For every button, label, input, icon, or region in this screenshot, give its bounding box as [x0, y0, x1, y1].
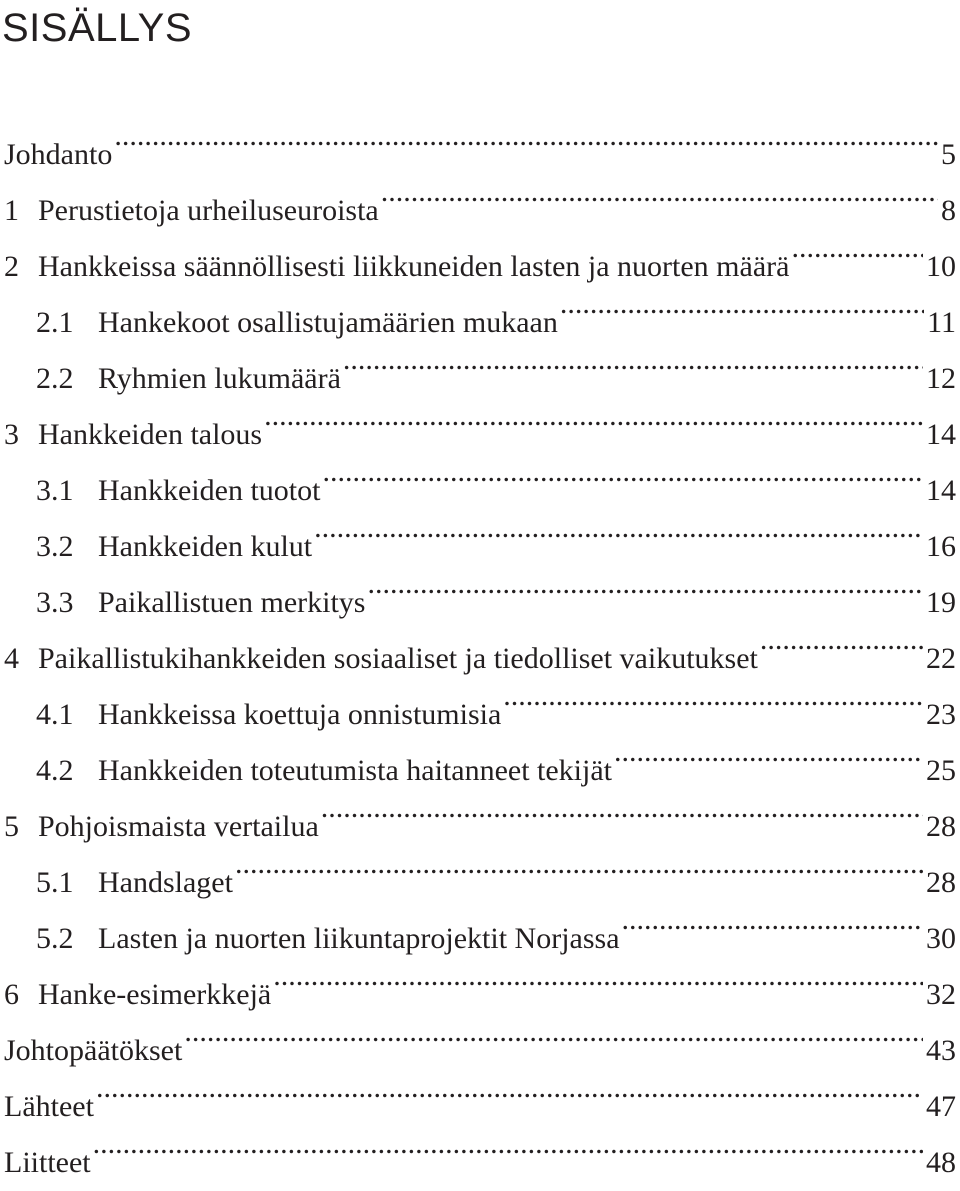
- toc-entry-page-number: 32: [926, 978, 956, 1011]
- dot-leader: [273, 948, 923, 1004]
- toc-entry-title: Hanke-esimerkkejä: [38, 978, 272, 1011]
- toc-entry-number: 4: [4, 642, 19, 675]
- dot-leader: [322, 444, 923, 500]
- toc-entry-title: Perustietoja urheiluseuroista: [38, 194, 379, 227]
- toc-entry-title: Hankkeiden tuotot: [98, 474, 321, 507]
- toc-entry-number: 3.2: [36, 530, 74, 563]
- dot-leader: [93, 1116, 923, 1172]
- toc-entry-number: 5: [4, 810, 19, 843]
- dot-leader: [381, 164, 938, 220]
- toc-entry-page-number: 25: [926, 754, 956, 787]
- dot-leader: [614, 724, 923, 780]
- dot-leader: [314, 500, 923, 556]
- dot-leader: [264, 388, 923, 444]
- toc-entry-title: Hankkeiden talous: [38, 418, 263, 451]
- dot-leader: [321, 780, 923, 836]
- toc-entry-title: Paikallistuen merkitys: [98, 586, 366, 619]
- toc-entry-title: Johtopäätökset: [4, 1034, 183, 1067]
- table-of-contents: [4, 108, 956, 1179]
- toc-entry-number: 2.2: [36, 362, 74, 395]
- toc-entry-title: Handslaget: [98, 866, 233, 899]
- toc-entry-title: Hankkeissa säännöllisesti liikkuneiden lasten ja nuorten määrä: [38, 250, 790, 283]
- toc-entry-title: Ryhmien lukumäärä: [98, 362, 341, 395]
- toc-entry-number: 3.3: [36, 586, 74, 619]
- toc-entry-page-number: 16: [926, 530, 956, 563]
- toc-entry-title: Hankkeiden toteutumista haitanneet tekijät: [98, 754, 612, 787]
- toc-entry-number: 1: [4, 194, 19, 227]
- toc-entry-page-number: 28: [926, 866, 956, 899]
- toc-entry-number: 2.1: [36, 306, 74, 339]
- toc-entry-page-number: 14: [926, 474, 956, 507]
- toc-entry-number: 6: [4, 978, 19, 1011]
- page-title: SISÄLLYS: [2, 6, 193, 50]
- toc-entry-title: Hankkeissa koettuja onnistumisia: [98, 698, 502, 731]
- dot-leader: [114, 108, 938, 164]
- toc-entry-page-number: 22: [926, 642, 956, 675]
- dot-leader: [622, 892, 923, 948]
- toc-entry-page-number: 12: [926, 362, 956, 395]
- dot-leader: [343, 332, 923, 388]
- toc-entry-page-number: 28: [926, 810, 956, 843]
- toc-entry-number: 3.1: [36, 474, 74, 507]
- toc-entry-number: 4.2: [36, 754, 74, 787]
- dot-leader: [760, 612, 923, 668]
- toc-entry-title: Johdanto: [4, 138, 113, 171]
- toc-entry-number: 5.2: [36, 922, 74, 955]
- toc-entry-page-number: 10: [926, 250, 956, 283]
- toc-entry-page-number: 8: [941, 194, 956, 227]
- toc-entry-page-number: 47: [926, 1090, 956, 1123]
- dot-leader: [791, 220, 923, 276]
- toc-entry-title: Liitteet: [4, 1146, 91, 1179]
- toc-entry-page-number: 30: [926, 922, 956, 955]
- toc-entry-title: Paikallistukihankkeiden sosiaaliset ja tiedolliset vaikutukset: [38, 642, 758, 675]
- toc-entry-number: 2: [4, 250, 19, 283]
- toc-entry[interactable]: [4, 164, 956, 227]
- toc-entry-page-number: 43: [926, 1034, 956, 1067]
- dot-leader: [367, 556, 923, 612]
- toc-entry-page-number: 23: [926, 698, 956, 731]
- toc-entry-number: 4.1: [36, 698, 74, 731]
- toc-entry-title: Lasten ja nuorten liikuntaprojektit Norjassa: [98, 922, 620, 955]
- toc-entry-title: Pohjoismaista vertailua: [38, 810, 319, 843]
- toc-entry[interactable]: [4, 1060, 956, 1123]
- toc-entry-page-number: 11: [927, 306, 956, 339]
- toc-entry-title: Hankekoot osallistujamäärien mukaan: [98, 306, 558, 339]
- toc-entry[interactable]: [4, 108, 956, 171]
- dot-leader: [235, 836, 923, 892]
- dot-leader: [503, 668, 923, 724]
- toc-entry-page-number: 48: [926, 1146, 956, 1179]
- toc-entry-page-number: 5: [941, 138, 956, 171]
- toc-entry-title: Hankkeiden kulut: [98, 530, 313, 563]
- toc-entry-page-number: 19: [926, 586, 956, 619]
- dot-leader: [184, 1004, 923, 1060]
- toc-entry[interactable]: [4, 1116, 956, 1179]
- dot-leader: [560, 276, 924, 332]
- dot-leader: [96, 1060, 923, 1116]
- toc-entry-number: 5.1: [36, 866, 74, 899]
- toc-entry-page-number: 14: [926, 418, 956, 451]
- toc-entry-title: Lähteet: [4, 1090, 94, 1123]
- toc-entry-number: 3: [4, 418, 19, 451]
